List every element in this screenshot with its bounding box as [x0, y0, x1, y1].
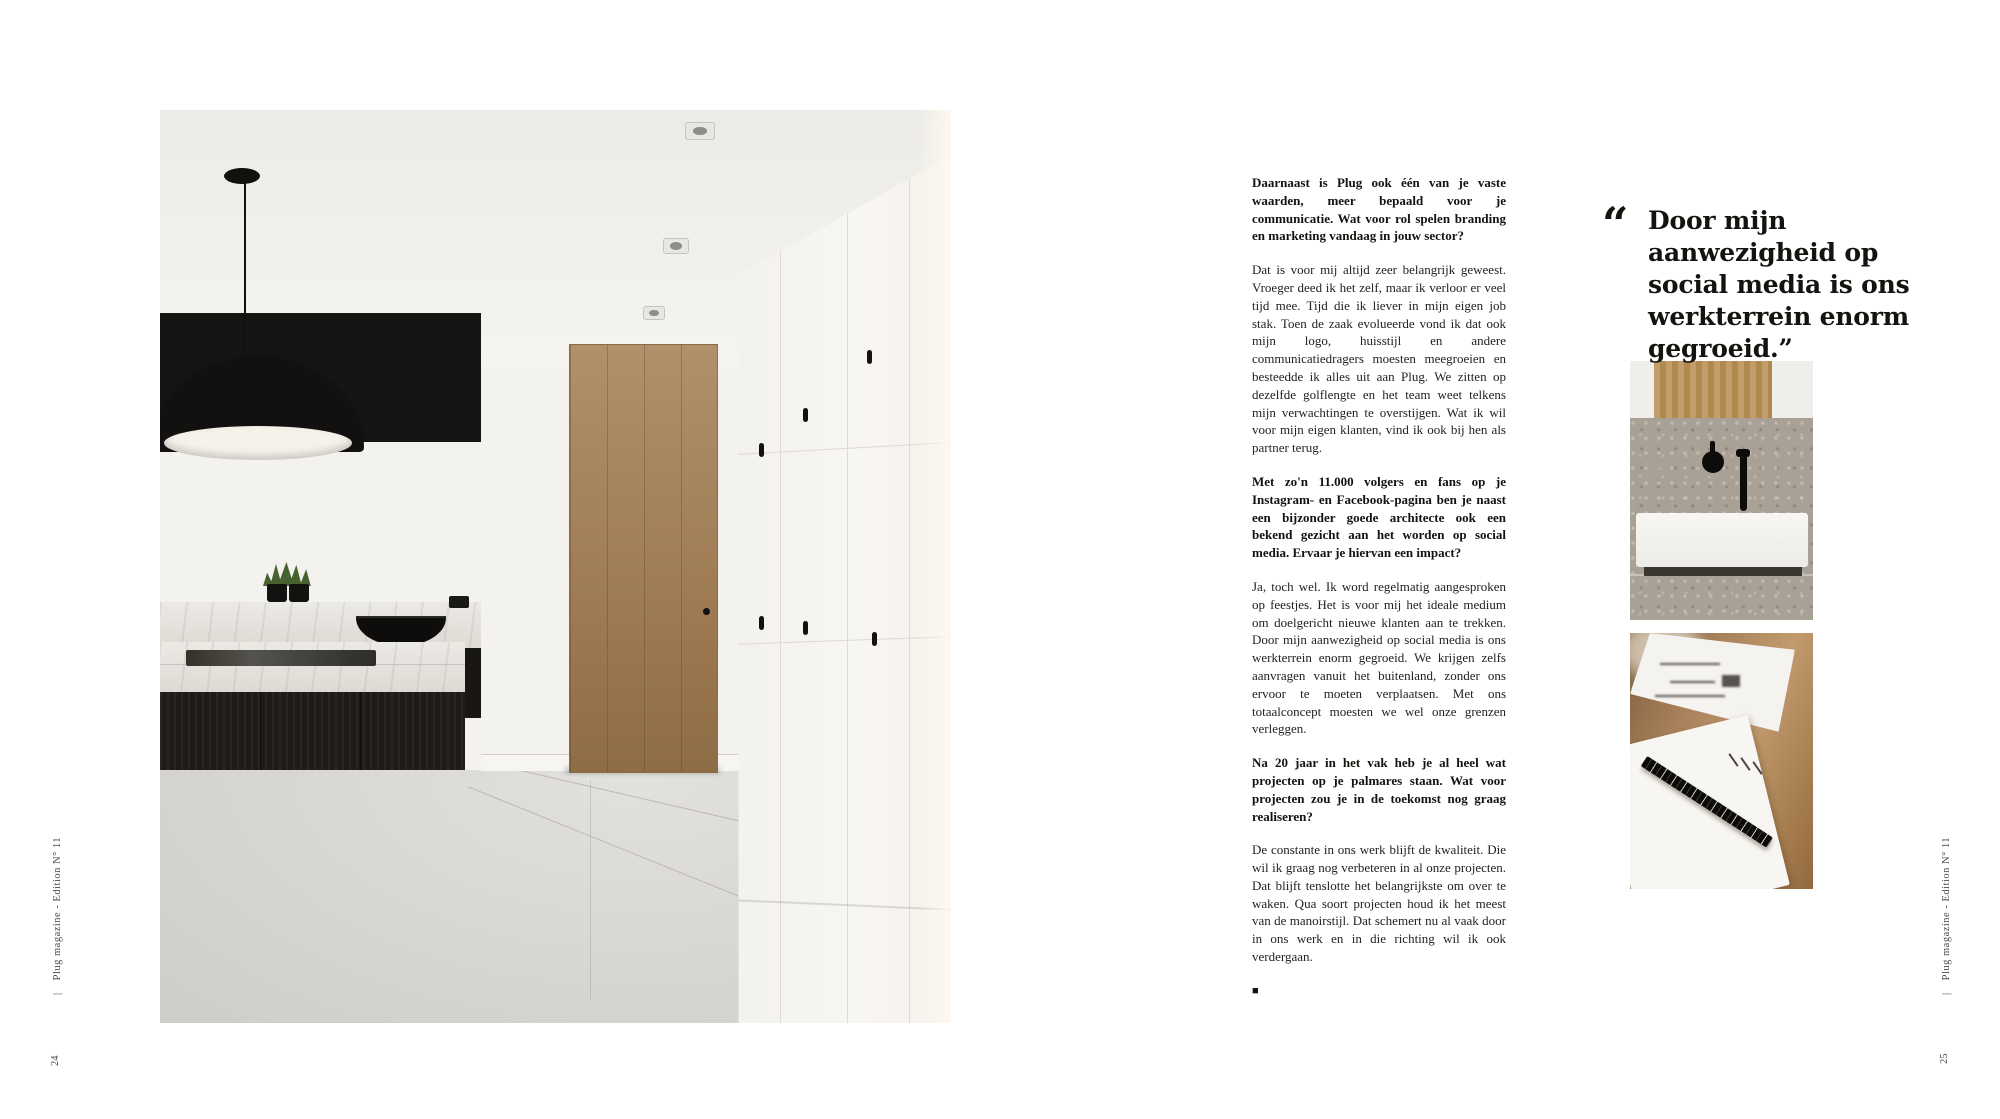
lamp-inner-shade: [164, 426, 352, 460]
cabinet-handle: [872, 632, 877, 646]
caption-text: Plug magazine - Edition N° 11: [1941, 836, 1952, 981]
cabinet-handle: [803, 408, 808, 422]
quotation-mark-icon: “: [1602, 197, 1629, 251]
white-basin: [1636, 513, 1808, 567]
page-number-left: 24: [50, 1055, 61, 1066]
plan-line: [1655, 695, 1725, 697]
interview-question: Daarnaast is Plug ook één van je vaste waarden, meer bepaald voor je communicatie. Wat voor rol spelen branding en marketing vandaag in jouw sector?: [1252, 175, 1506, 244]
caption-separator: |: [1941, 992, 1952, 995]
ceiling-spotlight-icon: [643, 306, 665, 320]
faucet-valve: [1702, 451, 1724, 473]
kitchen-photo: [160, 110, 951, 1023]
potted-plant: [263, 562, 315, 586]
cabinet-handle: [759, 443, 764, 457]
wooden-door: [569, 344, 718, 773]
edition-caption-left: [52, 837, 63, 995]
window-light: [916, 110, 951, 1023]
lamp-cord: [244, 176, 246, 360]
cabinet-seam: [909, 110, 910, 1023]
cooktop: [186, 650, 376, 666]
desk-photo: [1630, 633, 1813, 889]
reflected-wood-door: [1654, 361, 1772, 418]
page-number-right: 25: [1939, 1053, 1950, 1064]
cabinet-handle: [803, 621, 808, 635]
interview-answer: Dat is voor mij altijd zeer belangrijk geweest. Vroeger deed ik het zelf, maar ik verloor er veel tijd mee. Tijd die ik liever in mijn eigen job stak. Toen de zaak evolueerde vond ik dat ook mijn logo, huisstijl en andere communicatiedragers moesten meegroeien en besteedde ik alles uit aan Plug. We zitten op dezelfde golflengte en het team weet telkens mijn verwachtingen te overstijgen. Wat ik wil voor mijn eigen klanten, vind ik ook bij hen als partner terug.: [1252, 262, 1506, 456]
plant-pot: [267, 584, 287, 602]
interview-answer: De constante in ons werk blijft de kwaliteit. Die wil ik graag nog verbeteren in al onze projecten. Dat blijft tenslotte het belangrijkste om over te waken. Qua soort projecten houd ik het meest van de manoirstijl. Dat schemert nu al vaak door in ons werk en in die richting wil ik ook verdergaan.: [1252, 842, 1506, 965]
plan-line: [1660, 663, 1720, 665]
article-end-marker: ■: [1252, 984, 1259, 997]
ceiling-spotlight-icon: [663, 238, 689, 254]
lamp-ceiling-rose: [224, 168, 260, 184]
power-outlet: [449, 596, 469, 608]
faucet-spout: [1740, 453, 1747, 511]
basin-photo: [1630, 361, 1813, 620]
plant-pot: [289, 584, 309, 602]
interview-answer: Ja, toch wel. Ik word regelmatig aangesproken op feestjes. Het is voor mij het ideale medium om doelgericht nieuwe klanten aan te trekken. Door mijn aanwezigheid op social media is ons werkterrein enorm gegroeid. We krijgen zelfs aanvragen vanuit het buitenland, zonder ons ervoor te moeten verplaatsen. Met ons totaalconcept moesten we wel onze grenzen verleggen.: [1252, 578, 1506, 737]
interview-column: [1252, 174, 1506, 997]
caption-separator: |: [52, 992, 63, 995]
cabinet-handle: [759, 616, 764, 630]
plan-block: [1722, 675, 1740, 687]
cabinet-handle: [867, 350, 872, 364]
plan-line: [1670, 681, 1715, 683]
interview-question: Met zo'n 11.000 volgers en fans op je Instagram- en Facebook-pagina ben je naast een bijzonder goede architecte ook een bekend gezicht aan het worden op social media. Ervaar je hiervan een impact?: [1252, 473, 1506, 561]
stone-counter: [1630, 574, 1813, 620]
pull-quote: [1602, 197, 1922, 365]
ceiling-spotlight-icon: [685, 122, 715, 140]
interview-question: Na 20 jaar in het vak heb je al heel wat projecten op je palmares staan. Wat voor projecten zou je in de toekomst nog graag realiseren?: [1252, 755, 1506, 824]
pull-quote-text: Door mijn aanwezigheid op social media is ons werkterrein enorm gegroeid.”: [1648, 206, 1910, 363]
floor-seam: [590, 780, 591, 1000]
cabinet-seam: [847, 110, 848, 1023]
caption-text: Plug magazine - Edition N° 11: [52, 836, 63, 981]
door-knob: [703, 608, 710, 615]
edition-caption-right: [1941, 837, 1952, 995]
floor-plan-paper: [1630, 633, 1795, 738]
